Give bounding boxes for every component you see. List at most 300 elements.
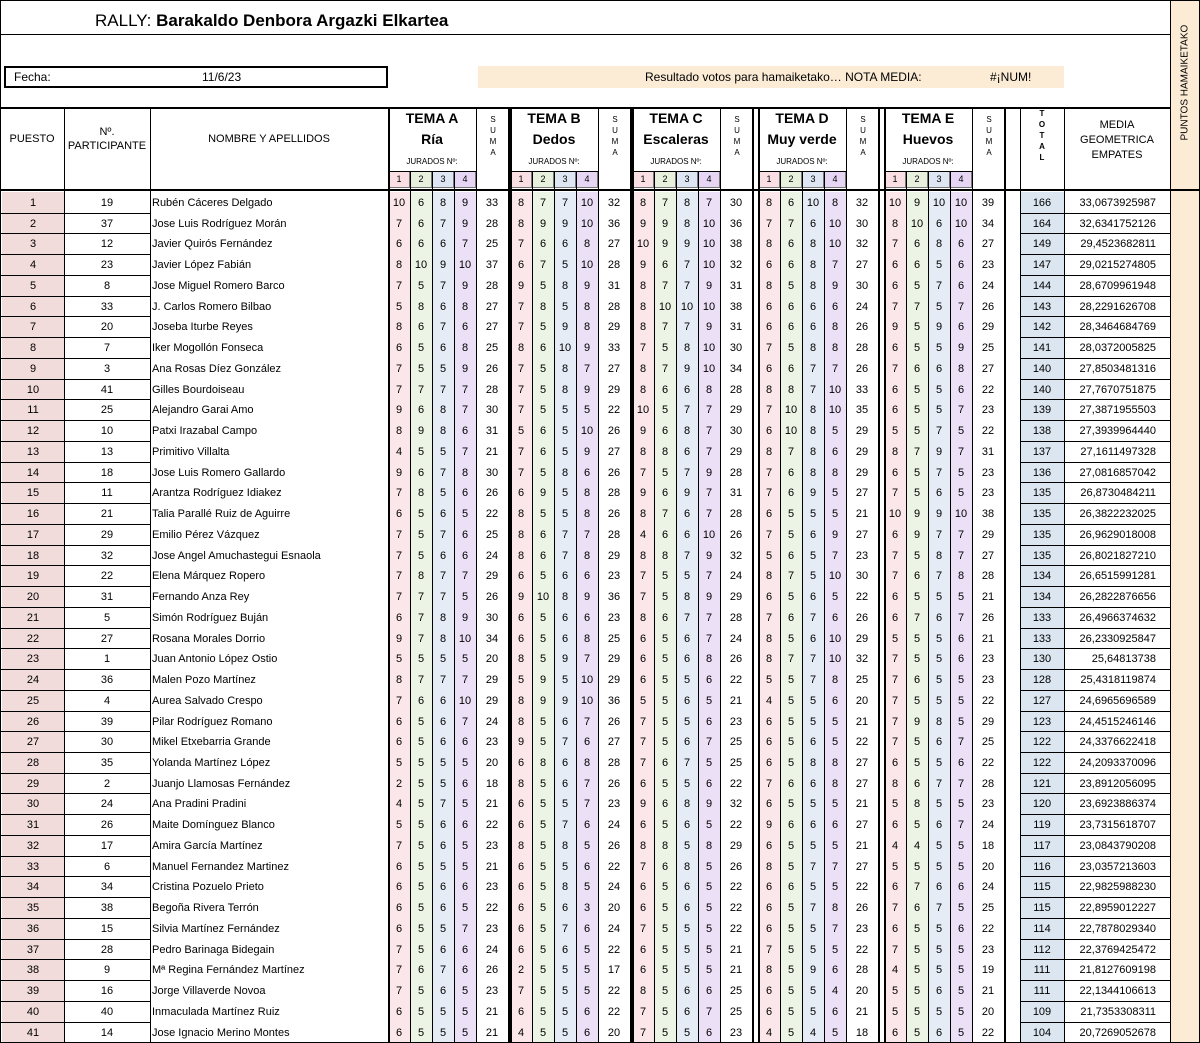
jurado-score-cell: 5: [765, 549, 773, 562]
suma-cell: 32: [729, 259, 743, 272]
jurado-score-cell: 6: [395, 342, 403, 355]
participante-cell: 20: [100, 321, 114, 334]
jurado-score-cell: 7: [461, 715, 469, 728]
total-cell: 117: [1033, 839, 1051, 852]
media-cell: 27,3939964440: [1079, 425, 1156, 438]
suma-cell: 27: [485, 300, 499, 313]
row-sep: [1020, 876, 1064, 877]
jurado-score-cell: 7: [395, 694, 403, 707]
jurado-number: 4: [824, 171, 846, 188]
jurado-score-cell: 6: [461, 881, 469, 894]
jurado-score-cell: 6: [583, 1026, 591, 1039]
jurado-score-cell: 10: [458, 694, 472, 707]
jurado-score-cell: 5: [395, 653, 403, 666]
jurado-number: 4: [950, 171, 972, 188]
nombre-cell: Jose Angel Amuchastegui Esnaola: [152, 549, 321, 562]
jurado-score-cell: 7: [639, 1026, 647, 1039]
jurado-score-cell: 5: [913, 819, 921, 832]
suma-cell: 26: [607, 839, 621, 852]
side-label: PUNTOS HAMAIKETAKO: [1179, 24, 1191, 141]
jurado-score-cell: 6: [705, 777, 713, 790]
jurado-score-cell: 9: [395, 466, 403, 479]
jurado-score-cell: 7: [957, 611, 965, 624]
jurado-score-cell: 6: [461, 819, 469, 832]
row-sep: [0, 586, 64, 587]
jurado-score-cell: 7: [639, 756, 647, 769]
suma-cell: 25: [729, 1005, 743, 1018]
jurado-score-cell: 5: [417, 1026, 425, 1039]
jurado-score-cell: 8: [661, 445, 669, 458]
nombre-cell: Rosana Morales Dorrio: [152, 632, 266, 645]
row-sep: [64, 358, 150, 359]
jurado-score-cell: 5: [539, 508, 547, 521]
jurado-score-cell: 5: [661, 736, 669, 749]
jurado-score-cell: 5: [957, 674, 965, 687]
row-sep: [0, 565, 64, 566]
jurado-score-cell: 5: [561, 798, 569, 811]
row-sep: [64, 462, 150, 463]
row-sep: [0, 379, 64, 380]
jurados-label: JURADOS Nº:: [528, 157, 580, 166]
row-sep: [1064, 731, 1170, 732]
suma-cell: 36: [607, 694, 621, 707]
suma-cell: 27: [855, 819, 869, 832]
jurado-score-cell: 8: [395, 321, 403, 334]
grid-vline: [752, 107, 754, 1042]
jurado-score-cell: 7: [765, 217, 773, 230]
jurado-score-cell: 7: [461, 674, 469, 687]
total-cell: 122: [1032, 736, 1052, 749]
media-cell: 26,8021827210: [1079, 549, 1156, 562]
jurado-score-cell: 6: [683, 881, 691, 894]
jurado-score-cell: 6: [417, 238, 425, 251]
grid-vline: [1064, 107, 1065, 1042]
suma-cell: 30: [485, 404, 499, 417]
jurado-score-cell: 8: [683, 342, 691, 355]
row-sep: [0, 876, 64, 877]
row-sep: [1020, 690, 1064, 691]
suma-cell: 23: [729, 1026, 743, 1039]
participante-cell: 37: [100, 217, 114, 230]
jurado-score-cell: 6: [935, 819, 943, 832]
jurado-score-cell: 7: [705, 508, 713, 521]
puesto-cell: 27: [26, 736, 40, 749]
jurado-score-cell: 6: [705, 674, 713, 687]
jurado-score-cell: 8: [831, 756, 839, 769]
jurado-score-cell: 7: [765, 528, 773, 541]
jurado-score-cell: 7: [809, 653, 817, 666]
jurado-score-cell: 6: [765, 881, 773, 894]
jurado-score-cell: 8: [705, 653, 713, 666]
jurado-score-cell: 9: [831, 279, 839, 292]
jurado-score-cell: 5: [913, 985, 921, 998]
jurado-score-cell: 5: [705, 819, 713, 832]
jurado-score-cell: 5: [661, 342, 669, 355]
jurado-score-cell: 5: [683, 715, 691, 728]
jurado-score-cell: 9: [683, 487, 691, 500]
total-cell: 136: [1032, 466, 1052, 479]
jurado-score-cell: 5: [787, 279, 795, 292]
row-sep: [1020, 233, 1064, 234]
jurado-score-cell: 5: [935, 860, 943, 873]
jurado-score-cell: 5: [661, 777, 669, 790]
suma-cell: 27: [981, 362, 995, 375]
media-cell: 26,9629018008: [1079, 528, 1156, 541]
row-sep: [0, 897, 64, 898]
media-cell: 26,3822232025: [1079, 508, 1156, 521]
jurado-score-cell: 7: [439, 570, 447, 583]
jurado-score-cell: 9: [461, 611, 469, 624]
jurado-score-cell: 7: [891, 487, 899, 500]
jurado-score-cell: 7: [809, 611, 817, 624]
jurado-score-cell: 7: [787, 653, 795, 666]
jurado-score-cell: 8: [831, 197, 839, 209]
puesto-cell: 21: [26, 611, 40, 624]
jurado-score-cell: 7: [891, 570, 899, 583]
row-sep: [64, 752, 150, 753]
suma-cell: 21: [485, 1026, 499, 1039]
jurado-score-cell: 5: [957, 798, 965, 811]
total-cell: 123: [1032, 715, 1052, 728]
jurado-score-cell: 10: [702, 300, 716, 313]
jurado-score-cell: 9: [913, 528, 921, 541]
jurado-score-cell: 2: [395, 777, 403, 790]
jurado-score-cell: 6: [395, 238, 403, 251]
jurado-score-cell: 5: [561, 508, 569, 521]
jurado-score-cell: 5: [957, 1005, 965, 1018]
jurado-score-cell: 9: [705, 591, 713, 604]
suma-cell: 26: [607, 777, 621, 790]
jurado-score-cell: 7: [439, 321, 447, 334]
jurado-score-cell: 10: [458, 259, 472, 272]
jurado-score-cell: 5: [561, 300, 569, 313]
media-cell: 24,6965696589: [1079, 694, 1156, 707]
total-cell: 147: [1032, 259, 1052, 272]
jurado-score-cell: 8: [439, 425, 447, 438]
jurado-score-cell: 5: [561, 425, 569, 438]
jurado-score-cell: 7: [809, 902, 817, 915]
row-sep: [0, 980, 64, 981]
row-sep: [0, 545, 64, 546]
jurado-score-cell: 9: [639, 259, 647, 272]
participante-cell: 32: [100, 549, 114, 562]
suma-cell: 25: [729, 985, 743, 998]
media-cell: 21,7353308311: [1080, 1005, 1156, 1018]
participante-cell: 16: [100, 985, 114, 998]
jurado-score-cell: 8: [831, 777, 839, 790]
jurado-score-cell: 7: [561, 736, 569, 749]
jurado-score-cell: 5: [935, 674, 943, 687]
jurado-header-line: [758, 171, 846, 172]
col-puesto: PUESTO: [9, 133, 55, 145]
suma-cell: 23: [485, 736, 499, 749]
nombre-cell: Jorge Villaverde Novoa: [152, 985, 266, 998]
jurado-score-cell: 5: [661, 881, 669, 894]
total-cell: 122: [1032, 756, 1052, 769]
total-cell: 134: [1032, 570, 1052, 583]
jurado-score-cell: 7: [461, 922, 469, 935]
jurado-score-cell: 5: [683, 943, 691, 956]
jurado-score-cell: 6: [661, 798, 669, 811]
row-sep: [1020, 669, 1064, 670]
jurado-score-cell: 5: [561, 404, 569, 417]
suma-cell: 27: [855, 528, 869, 541]
suma-cell: 26: [485, 964, 499, 977]
jurado-score-cell: 10: [954, 217, 968, 230]
jurado-score-cell: 10: [580, 197, 594, 209]
jurado-score-cell: 6: [395, 508, 403, 521]
jurado-score-cell: 5: [561, 964, 569, 977]
suma-cell: 19: [981, 964, 995, 977]
jurado-score-cell: 6: [683, 528, 691, 541]
suma-cell: 29: [855, 445, 869, 458]
row-sep: [0, 1022, 64, 1023]
jurado-score-cell: 6: [891, 819, 899, 832]
jurado-score-cell: 5: [831, 508, 839, 521]
row-sep: [1020, 379, 1064, 380]
jurado-score-cell: 8: [809, 259, 817, 272]
suma-cell: 28: [607, 528, 621, 541]
jurado-header-line: [884, 171, 972, 172]
jurado-score-cell: 5: [661, 902, 669, 915]
suma-cell: 26: [855, 362, 869, 375]
jurado-score-cell: 7: [765, 466, 773, 479]
row-sep: [64, 233, 150, 234]
suma-cell: 25: [729, 736, 743, 749]
jurado-score-cell: 8: [517, 653, 525, 666]
jurado-score-cell: 5: [661, 632, 669, 645]
jurado-score-cell: 5: [439, 860, 447, 873]
jurado-score-cell: 6: [935, 985, 943, 998]
jurado-score-cell: 7: [439, 217, 447, 230]
suma-cell: 21: [729, 694, 743, 707]
jurado-score-cell: 5: [787, 715, 795, 728]
puesto-cell: 4: [29, 259, 37, 272]
jurado-score-cell: 6: [517, 259, 525, 272]
jurado-score-cell: 7: [439, 674, 447, 687]
suma-cell: 23: [729, 715, 743, 728]
row-sep: [1064, 586, 1170, 587]
puesto-cell: 6: [29, 300, 37, 313]
suma-cell: 24: [981, 819, 995, 832]
jurado-score-cell: 5: [417, 549, 425, 562]
suma-cell: 27: [981, 238, 995, 251]
total-cell: 135: [1032, 528, 1052, 541]
jurado-score-cell: 6: [417, 964, 425, 977]
jurado-score-cell: 8: [705, 839, 713, 852]
suma-cell: 21: [485, 1005, 499, 1018]
jurado-score-cell: 8: [765, 383, 773, 396]
row-sep: [0, 337, 64, 338]
jurado-score-cell: 9: [705, 798, 713, 811]
suma-cell: 21: [729, 964, 743, 977]
jurado-score-cell: 5: [561, 985, 569, 998]
jurado-score-cell: 8: [639, 839, 647, 852]
jurado-score-cell: 9: [935, 321, 943, 334]
jurado-score-cell: 6: [891, 756, 899, 769]
jurado-score-cell: 6: [439, 300, 447, 313]
row-sep: [64, 669, 150, 670]
suma-cell: 23: [607, 798, 621, 811]
jurado-score-cell: 8: [957, 362, 965, 375]
jurado-score-cell: 6: [891, 259, 899, 272]
jurado-score-cell: 7: [639, 1005, 647, 1018]
suma-cell: 31: [729, 279, 743, 292]
jurado-score-cell: 7: [395, 528, 403, 541]
row-sep: [1020, 959, 1064, 960]
jurado-score-cell: 6: [957, 383, 965, 396]
jurado-score-cell: 5: [809, 715, 817, 728]
jurado-score-cell: 6: [831, 964, 839, 977]
participante-cell: 18: [100, 466, 114, 479]
suma-cell: 28: [729, 383, 743, 396]
suma-cell: 25: [485, 238, 499, 251]
media-cell: 22,1344106613: [1079, 985, 1156, 998]
jurado-score-cell: 6: [957, 632, 965, 645]
jurado-score-cell: 5: [831, 943, 839, 956]
puesto-cell: 17: [26, 528, 40, 541]
jurado-score-cell: 8: [517, 694, 525, 707]
participante-cell: 9: [103, 964, 111, 977]
row-sep: [64, 628, 150, 629]
jurado-score-cell: 7: [583, 528, 591, 541]
jurado-score-cell: 6: [395, 881, 403, 894]
jurado-score-cell: 7: [913, 611, 921, 624]
jurado-score-cell: 7: [913, 445, 921, 458]
jurado-score-cell: 9: [639, 217, 647, 230]
suma-cell: 24: [729, 570, 743, 583]
jurado-score-cell: 5: [661, 1005, 669, 1018]
jurado-score-cell: 6: [957, 653, 965, 666]
grid-vline: [510, 107, 512, 1042]
suma-cell: 28: [485, 383, 499, 396]
jurado-score-cell: 6: [913, 362, 921, 375]
jurado-score-cell: 9: [395, 632, 403, 645]
jurado-score-cell: 6: [787, 611, 795, 624]
jurado-score-cell: 5: [539, 404, 547, 417]
jurado-score-cell: 7: [891, 300, 899, 313]
jurado-score-cell: 5: [809, 798, 817, 811]
jurado-sep: [780, 171, 781, 1042]
media-cell: 27,7670751875: [1079, 383, 1156, 396]
jurado-score-cell: 5: [561, 259, 569, 272]
jurado-score-cell: 5: [831, 1026, 839, 1039]
jurado-score-cell: 7: [517, 238, 525, 251]
jurado-score-cell: 7: [417, 674, 425, 687]
jurado-score-cell: 6: [935, 217, 943, 230]
participante-cell: 3: [103, 362, 111, 375]
participante-cell: 12: [100, 238, 114, 251]
participante-cell: 28: [100, 943, 114, 956]
media-cell: 28,0372005825: [1079, 342, 1156, 355]
jurado-score-cell: 5: [705, 881, 713, 894]
jurado-score-cell: 5: [539, 632, 547, 645]
total-cell: 139: [1032, 404, 1052, 417]
jurado-score-cell: 5: [539, 902, 547, 915]
jurado-score-cell: 8: [517, 777, 525, 790]
suma-cell: 26: [855, 902, 869, 915]
jurado-score-cell: 6: [787, 819, 795, 832]
jurado-score-cell: 7: [935, 425, 943, 438]
jurado-number: 3: [432, 171, 454, 188]
media-cell: 24,3376622418: [1079, 736, 1156, 749]
jurado-score-cell: 8: [395, 259, 403, 272]
total-cell: 141: [1032, 342, 1052, 355]
suma-cell: 31: [607, 279, 621, 292]
suma-cell: 24: [855, 300, 869, 313]
jurado-score-cell: 6: [517, 798, 525, 811]
jurado-score-cell: 5: [809, 694, 817, 707]
jurado-score-cell: 6: [831, 445, 839, 458]
participante-cell: 10: [100, 425, 114, 438]
nombre-cell: Manuel Fernandez Martinez: [152, 860, 289, 873]
jurado-sep: [950, 171, 951, 1042]
jurado-score-cell: 8: [831, 902, 839, 915]
jurado-score-cell: 5: [935, 1005, 943, 1018]
jurado-score-cell: 7: [765, 777, 773, 790]
jurado-score-cell: 10: [888, 508, 902, 521]
jurado-score-cell: 8: [809, 425, 817, 438]
jurado-score-cell: 6: [891, 881, 899, 894]
tema-title: TEMA B: [527, 110, 581, 126]
jurado-score-cell: 6: [661, 756, 669, 769]
jurado-score-cell: 7: [439, 279, 447, 292]
suma-cell: 23: [855, 922, 869, 935]
jurado-score-cell: 8: [517, 549, 525, 562]
row-sep: [1020, 856, 1064, 857]
jurado-score-cell: 10: [702, 362, 716, 375]
jurado-score-cell: 6: [809, 819, 817, 832]
puesto-cell: 2: [29, 217, 37, 230]
suma-cell: 27: [855, 487, 869, 500]
jurado-score-cell: 5: [395, 756, 403, 769]
jurado-score-cell: 8: [439, 404, 447, 417]
jurado-score-cell: 8: [809, 756, 817, 769]
jurado-sep: [698, 171, 699, 1042]
total-cell: 149: [1032, 238, 1052, 251]
jurado-score-cell: 8: [765, 445, 773, 458]
jurado-score-cell: 6: [765, 985, 773, 998]
jurado-score-cell: 9: [561, 217, 569, 230]
puesto-cell: 7: [29, 321, 37, 334]
jurado-score-cell: 8: [583, 487, 591, 500]
row-sep: [1064, 918, 1170, 919]
jurado-score-cell: 7: [639, 342, 647, 355]
suma-cell: 22: [729, 902, 743, 915]
jurado-score-cell: 10: [658, 300, 672, 313]
jurado-score-cell: 7: [957, 300, 965, 313]
jurado-score-cell: 6: [809, 632, 817, 645]
jurado-score-cell: 6: [891, 404, 899, 417]
tema-title: TEMA C: [649, 110, 703, 126]
jurado-score-cell: 10: [784, 425, 798, 438]
jurado-score-cell: 7: [831, 922, 839, 935]
jurado-score-cell: 4: [809, 1026, 817, 1039]
jurado-score-cell: 6: [891, 466, 899, 479]
jurado-score-cell: 7: [395, 487, 403, 500]
row-sep: [1020, 814, 1064, 815]
jurado-score-cell: 5: [809, 985, 817, 998]
suma-cell: 22: [981, 922, 995, 935]
row-sep: [1064, 814, 1170, 815]
suma-cell: 22: [729, 881, 743, 894]
jurado-score-cell: 6: [417, 217, 425, 230]
jurado-score-cell: 9: [583, 279, 591, 292]
jurado-score-cell: 7: [661, 279, 669, 292]
row-sep: [1020, 482, 1064, 483]
suma-cell: 30: [855, 279, 869, 292]
jurado-score-cell: 9: [639, 425, 647, 438]
